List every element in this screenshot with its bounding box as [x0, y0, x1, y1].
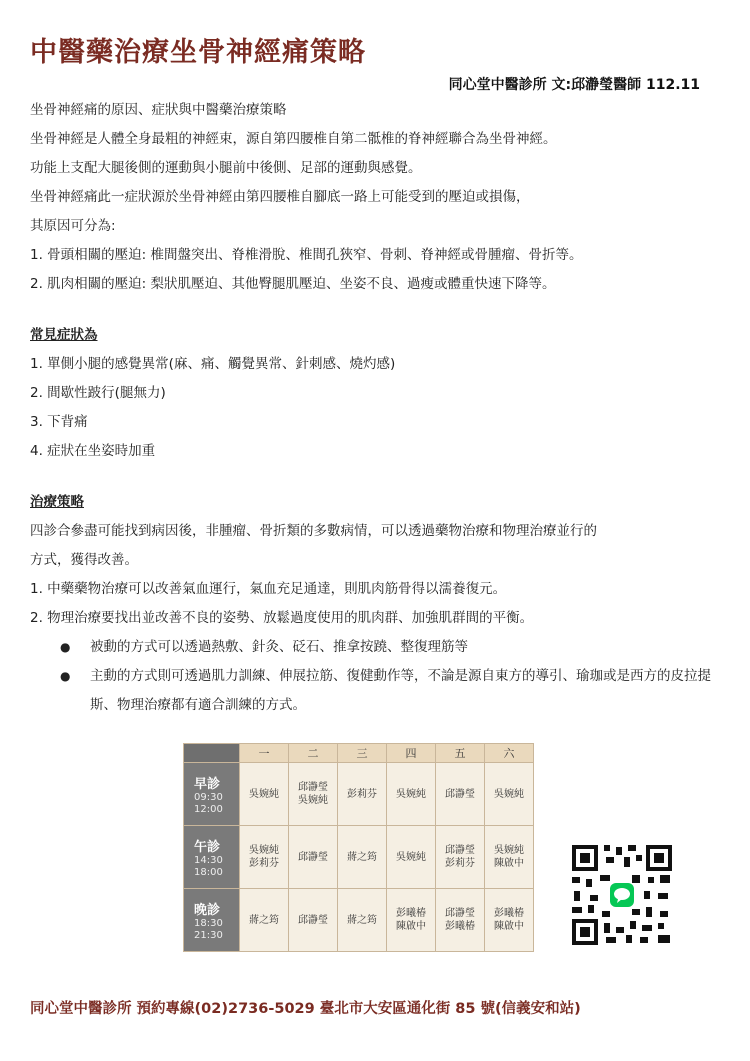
bullet-text: 主動的方式則可透過肌力訓練、伸展拉筋、復健動作等，不論是源自東方的導引、瑜珈或是西方的皮拉提斯、物理治療都有適合訓練的方式。	[90, 668, 711, 713]
cause-item: 2. 肌肉相關的壓迫: 梨狀肌壓迫、其他臀腿肌壓迫、坐姿不良、過瘦或體重快速下降等。	[30, 276, 556, 292]
doctor-cell	[387, 763, 436, 826]
session-name: 早診	[194, 776, 221, 792]
session-start: 09:30	[194, 791, 223, 803]
doctor-name: 邱瀞瑩	[445, 845, 475, 856]
day-header: 四	[387, 744, 436, 763]
treatment-bullet	[30, 662, 720, 720]
doctor-name: 吳婉純	[249, 845, 279, 856]
line-qr-code-icon[interactable]	[570, 843, 674, 947]
doctor-name: 吳婉純	[494, 788, 524, 800]
bullet-icon: ●	[60, 640, 71, 654]
doctor-name: 彭莉芬	[249, 858, 279, 869]
day-header: 一	[240, 744, 289, 763]
session-label	[184, 763, 240, 826]
doctor-name: 彭曦椿	[445, 921, 475, 932]
session-name: 晚診	[194, 902, 221, 918]
doctor-name: 蔣之筠	[249, 914, 279, 926]
doctor-cell	[485, 763, 534, 826]
session-end: 12:00	[194, 803, 223, 815]
doctor-name: 邱瀞瑩	[298, 782, 328, 793]
day-header: 六	[485, 744, 534, 763]
doctor-cell	[436, 889, 485, 952]
treatment-item: 1. 中藥藥物治療可以改善氣血運行，氣血充足通達，則肌肉筋骨得以濡養復元。	[30, 581, 507, 597]
doctor-name: 吳婉純	[396, 788, 426, 800]
doctor-cell	[436, 763, 485, 826]
doctor-name: 邱瀞瑩	[445, 908, 475, 919]
day-header: 三	[338, 744, 387, 763]
doctor-cell	[436, 826, 485, 889]
session-row	[184, 826, 534, 889]
symptom-item: 3. 下背痛	[30, 414, 88, 430]
doctor-name: 陳啟中	[494, 921, 524, 932]
doctor-name: 邱瀞瑩	[298, 851, 328, 863]
doctor-name: 吳婉純	[298, 795, 328, 806]
doctor-cell	[338, 826, 387, 889]
doctor-name: 蔣之筠	[347, 851, 377, 863]
cause-item: 1. 骨頭相關的壓迫: 椎間盤突出、脊椎滑脫、椎間孔狹窄、骨刺、脊神經或骨腫瘤、骨折等。	[30, 247, 583, 263]
doctor-name: 吳婉純	[249, 788, 279, 800]
schedule-header-row	[184, 744, 534, 763]
footer-contact: 同心堂中醫診所 預約專線(02)2736-5029 臺北市大安區通化街 85 號(信義安和站)	[30, 1001, 581, 1017]
intro-line: 功能上支配大腿後側的運動與小腿前中後側、足部的運動與感覺。	[30, 160, 422, 176]
session-start: 14:30	[194, 854, 223, 866]
session-label	[184, 889, 240, 952]
intro-line: 坐骨神經痛此一症狀源於坐骨神經由第四腰椎自腳底一路上可能受到的壓迫或損傷，	[30, 189, 530, 205]
doctor-cell	[485, 826, 534, 889]
doctor-cell	[240, 763, 289, 826]
doctor-name: 蔣之筠	[347, 914, 377, 926]
day-header: 二	[289, 744, 338, 763]
doctor-name: 彭曦椿	[396, 908, 426, 919]
schedule-corner	[184, 744, 240, 763]
doctor-name: 彭莉芬	[445, 858, 475, 869]
symptom-item: 1. 單側小腿的感覺異常(麻、痛、觸覺異常、針刺感、燒灼感)	[30, 356, 396, 372]
doctor-cell	[485, 889, 534, 952]
session-start: 18:30	[194, 917, 223, 929]
doctor-cell	[338, 763, 387, 826]
session-end: 21:30	[194, 929, 223, 941]
doctor-cell	[338, 889, 387, 952]
session-label	[184, 826, 240, 889]
symptom-item: 4. 症狀在坐姿時加重	[30, 443, 156, 459]
doctor-name: 邱瀞瑩	[445, 788, 475, 800]
intro-line: 坐骨神經是人體全身最粗的神經束，源自第四腰椎自第二骶椎的脊神經聯合為坐骨神經。	[30, 131, 557, 147]
session-end: 18:00	[194, 866, 223, 878]
intro-line: 坐骨神經痛的原因、症狀與中醫藥治療策略	[30, 102, 287, 118]
page-title: 中醫藥治療坐骨神經痛策略	[30, 37, 366, 68]
author-byline: 同心堂中醫診所 文:邱瀞瑩醫師 112.11	[448, 77, 700, 93]
treatment-heading: 治療策略	[30, 494, 84, 510]
bullet-text: 被動的方式可以透過熱敷、針灸、砭石、推拿按蹺、整復理筋等	[90, 639, 468, 655]
doctor-name: 陳啟中	[494, 858, 524, 869]
session-row	[184, 763, 534, 826]
day-header: 五	[436, 744, 485, 763]
treatment-bullet	[30, 633, 720, 662]
doctor-name: 邱瀞瑩	[298, 914, 328, 926]
clinic-schedule-table	[183, 743, 534, 952]
symptom-item: 2. 間歇性跛行(腿無力)	[30, 385, 166, 401]
doctor-cell	[387, 826, 436, 889]
treatment-line: 四診合參盡可能找到病因後，非腫瘤、骨折類的多數病情，可以透過藥物治療和物理治療並行的	[30, 523, 597, 539]
doctor-name: 陳啟中	[396, 921, 426, 932]
doctor-name: 吳婉純	[396, 851, 426, 863]
symptoms-heading: 常見症狀為	[30, 327, 98, 343]
doctor-cell	[240, 889, 289, 952]
doctor-name: 吳婉純	[494, 845, 524, 856]
intro-line: 其原因可分為:	[30, 218, 116, 234]
bullet-icon: ●	[60, 669, 71, 683]
doctor-name: 彭曦椿	[494, 908, 524, 919]
doctor-cell	[289, 826, 338, 889]
session-name: 午診	[194, 839, 221, 855]
doctor-name: 彭莉芬	[347, 788, 377, 800]
doctor-cell	[240, 826, 289, 889]
treatment-line: 方式，獲得改善。	[30, 552, 138, 568]
article-body	[30, 96, 720, 720]
doctor-cell	[289, 763, 338, 826]
doctor-cell	[289, 889, 338, 952]
treatment-item: 2. 物理治療要找出並改善不良的姿勢、放鬆過度使用的肌肉群、加強肌群間的平衡。	[30, 610, 534, 626]
doctor-cell	[387, 889, 436, 952]
session-row	[184, 889, 534, 952]
